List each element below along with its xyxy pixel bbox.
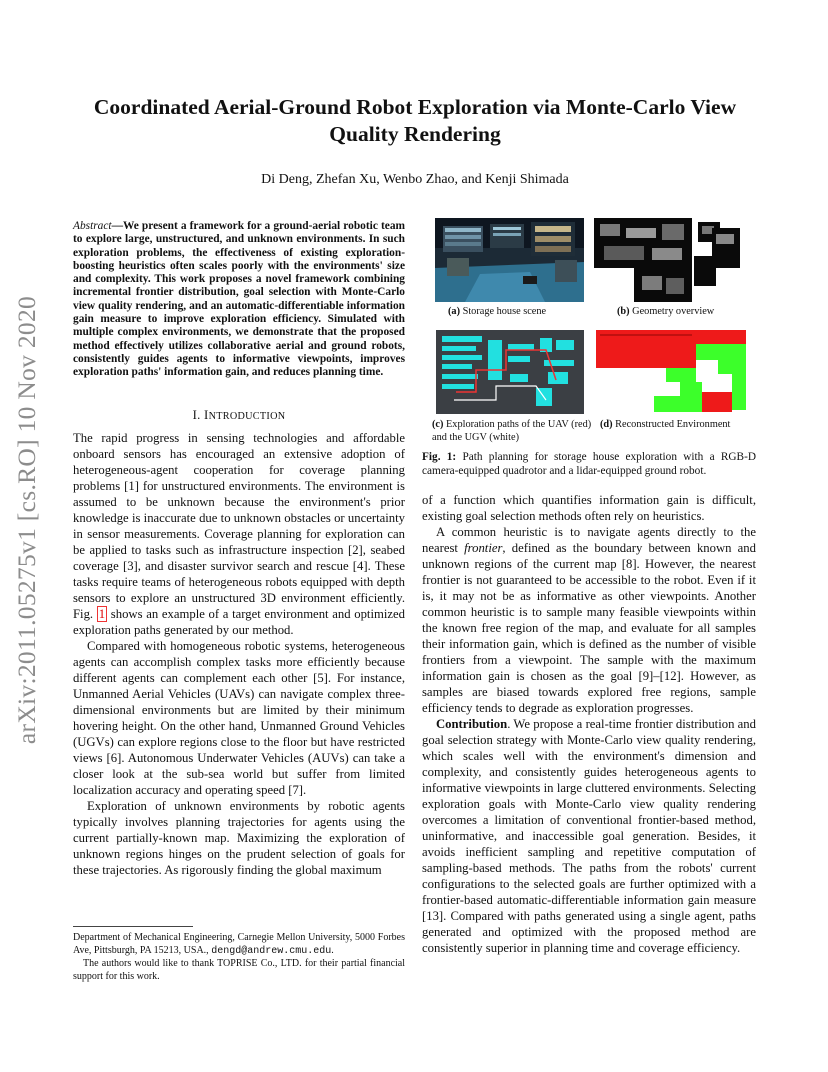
abstract-dash: — bbox=[111, 220, 123, 232]
reconstructed-environment-image bbox=[596, 330, 746, 414]
subcaption-c: (c) Exploration paths of the UAV (red) and the UGV (white) bbox=[432, 419, 592, 443]
exploration-paths-image bbox=[436, 330, 584, 414]
figure-1-label: Fig. 1: bbox=[422, 451, 457, 463]
figure-panel-storage-scene bbox=[435, 218, 584, 302]
figure-1-link[interactable]: 1 bbox=[98, 607, 106, 621]
footnote bbox=[73, 932, 405, 983]
subcaption-b: (b) Geometry overview bbox=[617, 306, 715, 317]
geometry-overview-image bbox=[594, 218, 746, 302]
contribution-label: Contribution bbox=[436, 717, 508, 731]
contribution-paragraph: Contribution. We propose a real-time frontier distribution and goal selection strategy with Monte-Carlo view quality rendering, which scales well with the environment's dimension and complexity, and consistently guides heterogeneous agents to informative viewpoints in large cluttered environments. Selecting exploration goals with Monte-Carlo view quality rendering overcomes a limitation of conventional frontier-based method, uninformative, and inaccessible goal generation. Besides, it avoids inefficient sampling and repetitive computation of sampling-based methods. The paths from the robots' current configurations to the selected goals are further optimized with a frontier-based automatic-differentiable information gain measure [13]. Compared with paths generated using a single agent, paths generated and optimized with the proposed method are consistently superior in planning time and coverage efficiency. bbox=[422, 717, 756, 955]
footnote-rule bbox=[73, 926, 193, 927]
abstract-label: Abstract bbox=[73, 220, 112, 232]
intro-paragraph-2: Compared with homogeneous robotic systems, heterogeneous agents can accomplish complex tasks more efficiently because different agents can complement each other [5]. For instance, Unmanned Aerial Vehicles (UAVs) can navigate complex three-dimensional environments but are limited by their minimum hovering height. On the other hand, Unmanned Ground Vehicles (UGVs) can explore regions close to the floor but have restricted views [6]. Autonomous Underwater Vehicles (AUVs) can take a closer look at the sub-sea world but suffer from limited localization accuracy and operating speed [7]. bbox=[73, 639, 405, 797]
abstract-text: We present a framework for a ground-aerial robotic team to explore large, unstructured, and unknown environments. In such exploration problems, the effectiveness of existing exploration-boosting heuristics often scales poorly with the environments' size and complexity. This work proposes a novel framework combining incremental frontier distribution, goal selection with Monte-Carlo view quality rendering, and an automatic-differentiable information gain measure to improve exploration efficiency. Simulated with multiple complex environments, we demonstrate that the proposed method effectively utilizes collaborative aerial and ground robots, consistently guides agents to informative viewpoints, improves exploration paths' information gain, and reduces planning time. bbox=[73, 220, 405, 379]
figure-panel-exploration-paths bbox=[436, 330, 584, 414]
right-paragraph-2: A common heuristic is to navigate agents directly to the nearest frontier, defined as the boundary between known and unknown regions of the current map [8]. However, the nearest frontier is not guaranteed to be accessible to the robot. Even if it is, it may not be as informative as other viewpoints. Another common heuristic is to sample many feasible viewpoints within the known free region of the map, and evaluate for all samples their information gain, which is defined as the number of visible frontiers from a viewpoint. The sample with the maximum information gain is chosen as the goal [9]–[12]. However, as samples are biased towards explored free regions, sample efficiency tends to degrade as exploration progresses. bbox=[422, 525, 756, 715]
abstract bbox=[73, 220, 405, 380]
subcaption-a: (a) Storage house scene bbox=[448, 306, 547, 317]
subcaption-d: (d) Reconstructed Environment bbox=[600, 419, 731, 430]
right-paragraph-1: of a function which quantifies information gain is difficult, existing goal selection methods often rely on heuristics. bbox=[422, 493, 756, 523]
figure-panel-reconstructed-environment bbox=[596, 330, 746, 414]
intro-paragraph-3: Exploration of unknown environments by robotic agents typically involves planning trajectories for agents using the current partially-known map. Maximizing the exploration of unknown regions hinges on the prudent selection of goals for these trajectories. As rigorously finding the global maximum bbox=[73, 799, 405, 877]
heading-initial: I bbox=[204, 408, 209, 422]
introduction-body bbox=[73, 430, 405, 878]
author-email[interactable]: dengd@andrew.cmu.edu bbox=[211, 945, 332, 957]
right-column-body bbox=[422, 492, 756, 956]
intro-paragraph-1: The rapid progress in sensing technologies and affordable onboard sensors has encouraged an extensive adoption of heterogeneous-agent cooperation for coverage planning problems [1] for unstructured environments. The environment is assumed to be unknown because the environment's prior knowledge is inaccurate due to unknown obstacles or uncertainty in sensor measurements. Coverage planning for exploration can be applied to tasks such as infrastructure inspection [2], seabed coverage [3], and disaster survivor search and rescue [4]. These tasks require teams of heterogeneous robots equipped with depth sensors to explore an unstructured 3D environment efficiently. Fig. 1 shows an example of a target environment and optimized exploration paths generated by our method. bbox=[73, 431, 405, 637]
frontier-term: frontier bbox=[464, 541, 503, 555]
footnote-affiliation: Department of Mechanical Engineering, Carnegie Mellon University, 5000 Forbes Ave, Pittsburgh, PA 15213, USA., dengd@andrew.cmu.edu. bbox=[73, 932, 405, 957]
figure-1-caption: Fig. 1: Path planning for storage house exploration with a RGB-D camera-equipped quadrotor and a lidar-equipped ground robot. bbox=[422, 451, 756, 477]
footnote-acknowledgment: The authors would like to thank TOPRISE Co., LTD. for their partial financial support for this work. bbox=[73, 958, 405, 982]
storage-scene-image bbox=[435, 218, 584, 302]
arxiv-identifier: arXiv:2011.05275v1 [cs.RO] 10 Nov 2020 bbox=[12, 295, 42, 745]
author-list: Di Deng, Zhefan Xu, Wenbo Zhao, and Kenji Shimada bbox=[261, 172, 569, 187]
paper-title: Coordinated Aerial-Ground Robot Exploration via Monte-Carlo View Quality Rendering bbox=[93, 95, 737, 146]
figure-panel-geometry-overview bbox=[594, 218, 746, 302]
heading-rest: NTRODUCTION bbox=[208, 411, 286, 422]
section-heading-introduction: I. INTRODUCTION bbox=[192, 408, 286, 422]
arxiv-stamp bbox=[2, 270, 52, 770]
